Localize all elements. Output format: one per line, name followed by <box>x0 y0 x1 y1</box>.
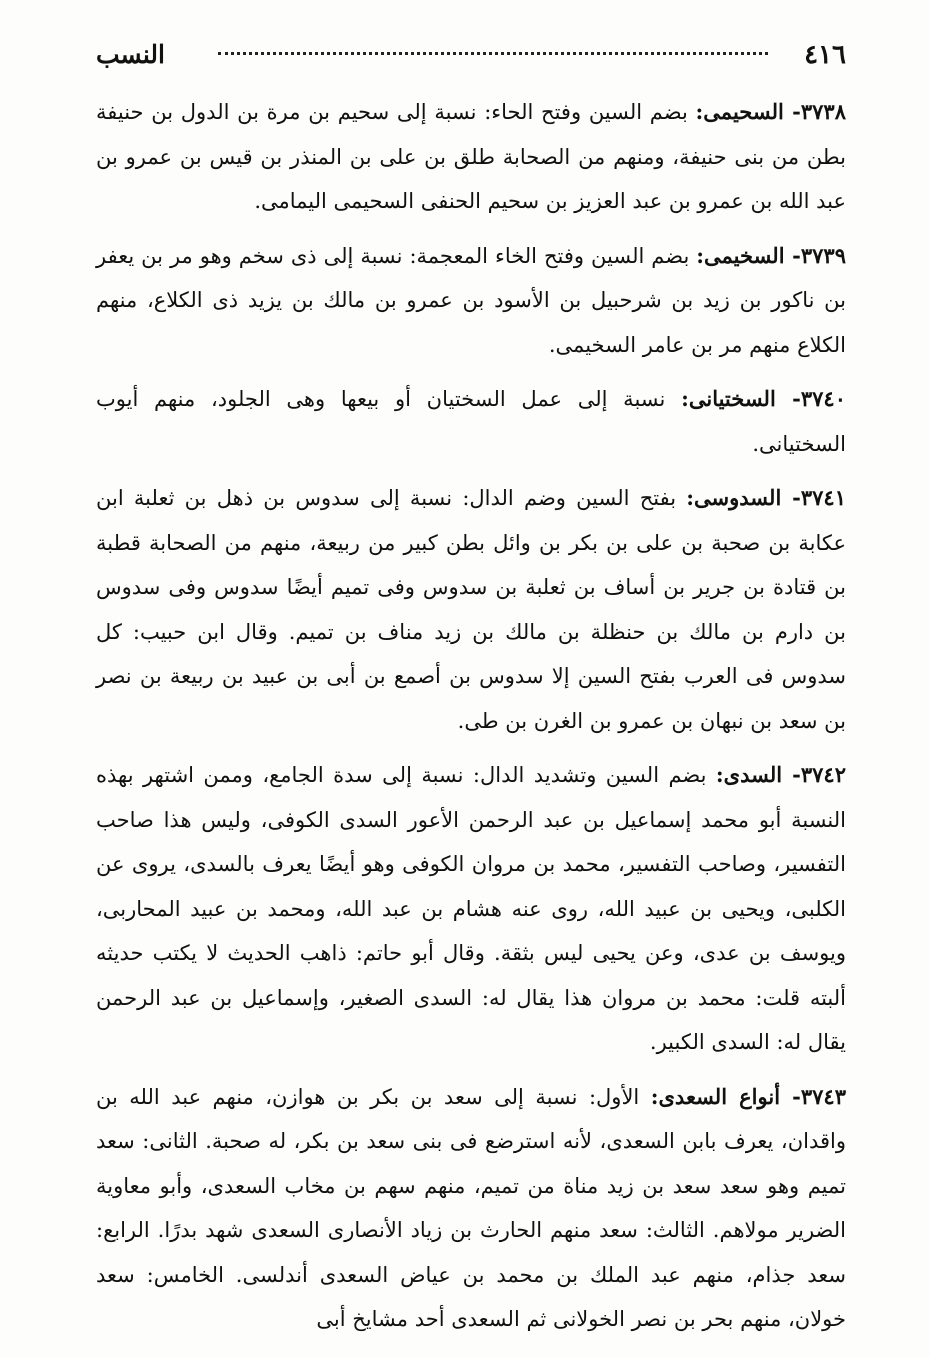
running-title: النسب <box>96 40 165 69</box>
entry-text: الأول: نسبة إلى سعد بن بكر بن هوازن، منهم عبد الله بن واقدان، يعرف بابن السعدى، لأنه استرضع فى بنى سعد بن بكر، له صحبة. الثانى: سعد تميم وهو سعد سعد بن زيد مناة من تميم، منهم سهم بن مخاب السعدى، وأبو معاوية الضرير مولاهم. الثالث: سعد منهم الحارث بن زياد الأنصارى السعدى شهد بدرًا. الرابع: سعد جذام، منهم عبد الملك بن محمد بن عياض السعدى أندلسى. الخامس: سعد خولان، منهم بحر بن نصر الخولانى ثم السعدى أحد مشايخ أبى <box>96 1084 846 1331</box>
entry-3743 <box>96 1075 846 1342</box>
entry-text: بضم السين وفتح الخاء المعجمة: نسبة إلى ذى سخم وهو مر بن يعفر بن ناكور بن زيد بن شرحبيل بن الأسود بن عمرو بن مالك بن يزيد ذى الكلاع، منهم الكلاع منهم مر بن عامر السخيمى. <box>96 243 846 357</box>
entry-heading: ٣٧٤٢- السدى: <box>715 762 846 787</box>
entry-heading: ٣٧٤٠- السختيانى: <box>681 386 846 411</box>
entry-3738 <box>96 90 846 224</box>
entry-heading: ٣٧٤٣- أنواع السعدى: <box>650 1083 846 1109</box>
entry-3740 <box>96 377 846 466</box>
entry-heading: ٣٧٤١- السدوسى: <box>686 485 846 510</box>
entry-text: نسبة إلى عمل السختيان أو بيعها وهى الجلود، منهم أيوب السختيانى. <box>96 387 846 456</box>
entry-heading: ٣٧٣٩- السخيمى: <box>696 242 846 268</box>
entry-heading: ٣٧٣٨- السحيمى: <box>695 99 846 124</box>
entry-text: بضم السين وتشديد الدال: نسبة إلى سدة الجامع، وممن اشتهر بهذه النسبة أبو محمد إسماعيل بن عبد الرحمن الأعور السدى الكوفى، وليس هذا صاحب التفسير، وصاحب التفسير، محمد بن مروان الكوفى وهو أيضًا يعرف بالسدى، يروى عن الكلبى، ويحيى بن عبيد الله، روى عنه هشام بن عبد الله، ومحمد بن عبيد المحاربى، ويوسف بن عدى، وعن يحيى ليس بثقة. وقال أبو حاتم: ذاهب الحديث لا يكتب حديثه ألبته قلت: محمد بن مروان هذا يقال له: السدى الصغير، وإسماعيل بن عبد الرحمن يقال له: السدى الكبير. <box>96 763 846 1054</box>
page-number: ٤١٦ <box>804 40 846 70</box>
entry-text: بضم السين وفتح الحاء: نسبة إلى سحيم بن مرة بن الدول بن حنيفة بطن من بنى حنيفة، ومنهم من الصحابة طلق بن على بن المنذر بن قيس بن عمرو بن عبد الله بن عمرو بن عبد العزيز بن سحيم الحنفى السحيمى اليمامى. <box>96 100 846 213</box>
entry-3739 <box>96 234 846 368</box>
entry-3741 <box>96 476 846 743</box>
entry-3742 <box>96 753 846 1065</box>
entry-text: بفتح السين وضم الدال: نسبة إلى سدوس بن ذهل بن ثعلبة ابن عكابة بن صحبة بن على بن بكر بن وائل بطن كبير من ربيعة، منهم من الصحابة قطبة بن قتادة بن جرير بن أساف بن ثعلبة بن سدوس وفى تميم أيضًا سدوس وفى سدوس بن دارم بن مالك بن حنظلة بن مالك بن زيد مناف بن تميم. وقال ابن حبيب: كل سدوس فى العرب بفتح السين إلا سدوس بن أصمع بن أبى بن عبيد بن ربيعة بن نصر بن سعد بن نبهان بن عمرو بن الغرن بن طى. <box>96 486 846 733</box>
dotted-leader <box>218 52 768 55</box>
page-header <box>96 40 846 80</box>
page-body <box>96 90 846 1342</box>
